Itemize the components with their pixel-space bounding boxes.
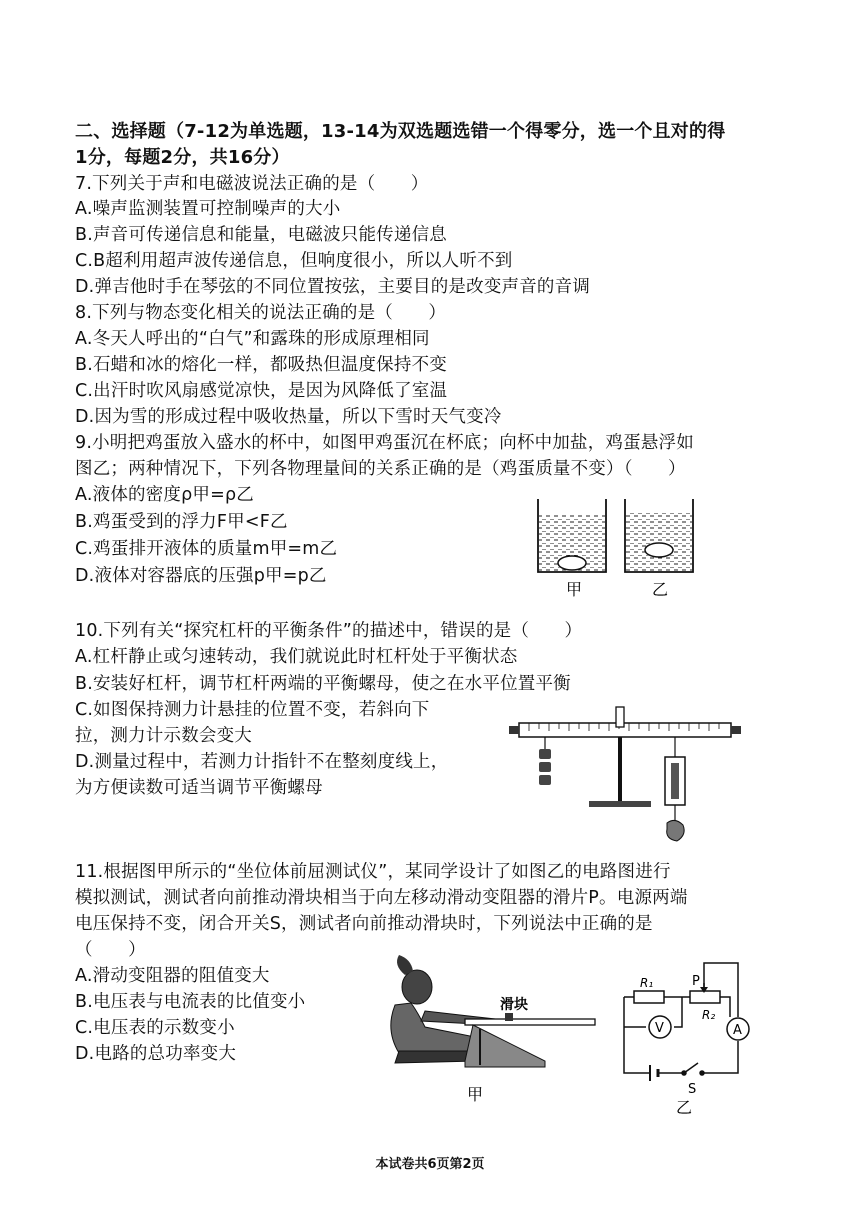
circuit-figure xyxy=(612,955,752,1115)
beaker-jia xyxy=(538,499,606,572)
egg-beakers-figure xyxy=(530,495,710,605)
r1-label: R₁ xyxy=(640,976,654,990)
q11-option-a: A.滑动变阻器的阻值变大 xyxy=(75,966,270,986)
label-yi: 乙 xyxy=(676,1098,693,1115)
r2-label: R₂ xyxy=(702,1008,716,1022)
q11-option-d: D.电路的总功率变大 xyxy=(75,1044,237,1064)
q10-option-d-cont: 为方便读数可适当调节平衡螺母 xyxy=(75,778,323,798)
q11-option-c: C.电压表的示数变小 xyxy=(75,1018,235,1038)
q8-option-a: A.冬天人呼出的“白气”和露珠的形成原理相同 xyxy=(75,329,430,349)
q9-stem-cont: 图乙；两种情况下，下列各物理量间的关系正确的是（鸡蛋质量不变）（ ） xyxy=(75,459,686,479)
q11-stem-cont: 模拟测试，测试者向前推动滑块相当于向左移动滑动变阻器的滑片P。电源两端 xyxy=(75,888,688,908)
q7-stem: 7.下列关于声和电磁波说法正确的是（ ） xyxy=(75,174,429,194)
q8-option-c: C.出汗时吹风扇感觉凉快，是因为风降低了室温 xyxy=(75,381,448,401)
q9-option-a: A.液体的密度ρ甲=ρ乙 xyxy=(75,485,255,505)
switch-label: S xyxy=(688,1082,697,1097)
label-jia: 甲 xyxy=(566,580,583,599)
q10-option-a: A.杠杆静止或匀速转动，我们就说此时杠杆处于平衡状态 xyxy=(75,647,518,667)
q10-option-c-cont: 拉，测力计示数会变大 xyxy=(75,726,252,746)
ammeter-label: A xyxy=(733,1023,742,1038)
q7-option-a: A.噪声监测装置可控制噪声的大小 xyxy=(75,199,341,219)
q8-stem: 8.下列与物态变化相关的说法正确的是（ ） xyxy=(75,303,447,323)
page-footer: 本试卷共6页第2页 xyxy=(375,1157,485,1172)
lever-figure xyxy=(505,705,745,850)
q8-option-b: B.石蜡和冰的熔化一样，都吸热但温度保持不变 xyxy=(75,355,447,375)
label-yi: 乙 xyxy=(652,580,669,599)
q10-option-c: C.如图保持测力计悬挂的位置不变，若斜向下 xyxy=(75,700,430,720)
p-label: P xyxy=(692,974,700,989)
q10-option-d: D.测量过程中，若测力计指针不在整刻度线上， xyxy=(75,752,449,772)
q7-option-b: B.声音可传递信息和能量，电磁波只能传递信息 xyxy=(75,225,447,245)
section-heading: 二、选择题（7-12为单选题，13-14为双选题选错一个得零分，选一个且对的得 xyxy=(75,121,726,142)
q8-option-d: D.因为雪的形成过程中吸收热量，所以下雪时天气变冷 xyxy=(75,407,502,427)
q11-stem-cont2: 电压保持不变，闭合开关S，测试者向前推动滑块时，下列说法中正确的是 xyxy=(75,914,653,934)
q7-option-d: D.弹吉他时手在琴弦的不同位置按弦，主要目的是改变声音的音调 xyxy=(75,277,591,297)
q7-option-c: C.B超利用超声波传递信息，但响度很小，所以人听不到 xyxy=(75,251,513,271)
sit-reach-figure xyxy=(355,955,600,1110)
q11-stem: 11.根据图甲所示的“坐位体前屈测试仪”，某同学设计了如图乙的电路图进行 xyxy=(75,862,671,882)
section-heading-cont: 1分，每题2分，共16分） xyxy=(75,147,290,168)
beaker-yi xyxy=(625,499,693,572)
label-jia: 甲 xyxy=(467,1085,484,1104)
q10-option-b: B.安装好杠杆，调节杠杆两端的平衡螺母，使之在水平位置平衡 xyxy=(75,674,571,694)
q11-stem-cont3: （ ） xyxy=(75,940,146,960)
q10-stem: 10.下列有关“探究杠杆的平衡条件”的描述中，错误的是（ ） xyxy=(75,621,583,641)
voltmeter-label: V xyxy=(655,1021,664,1036)
q9-option-b: B.鸡蛋受到的浮力F甲<F乙 xyxy=(75,512,288,532)
q9-stem: 9.小明把鸡蛋放入盛水的杯中，如图甲鸡蛋沉在杯底；向杯中加盐，鸡蛋悬浮如 xyxy=(75,433,694,453)
slider-label: 滑块 xyxy=(500,997,528,1013)
q9-option-c: C.鸡蛋排开液体的质量m甲=m乙 xyxy=(75,539,338,559)
q11-option-b: B.电压表与电流表的比值变小 xyxy=(75,992,306,1012)
q9-option-d: D.液体对容器底的压强p甲=p乙 xyxy=(75,566,327,586)
